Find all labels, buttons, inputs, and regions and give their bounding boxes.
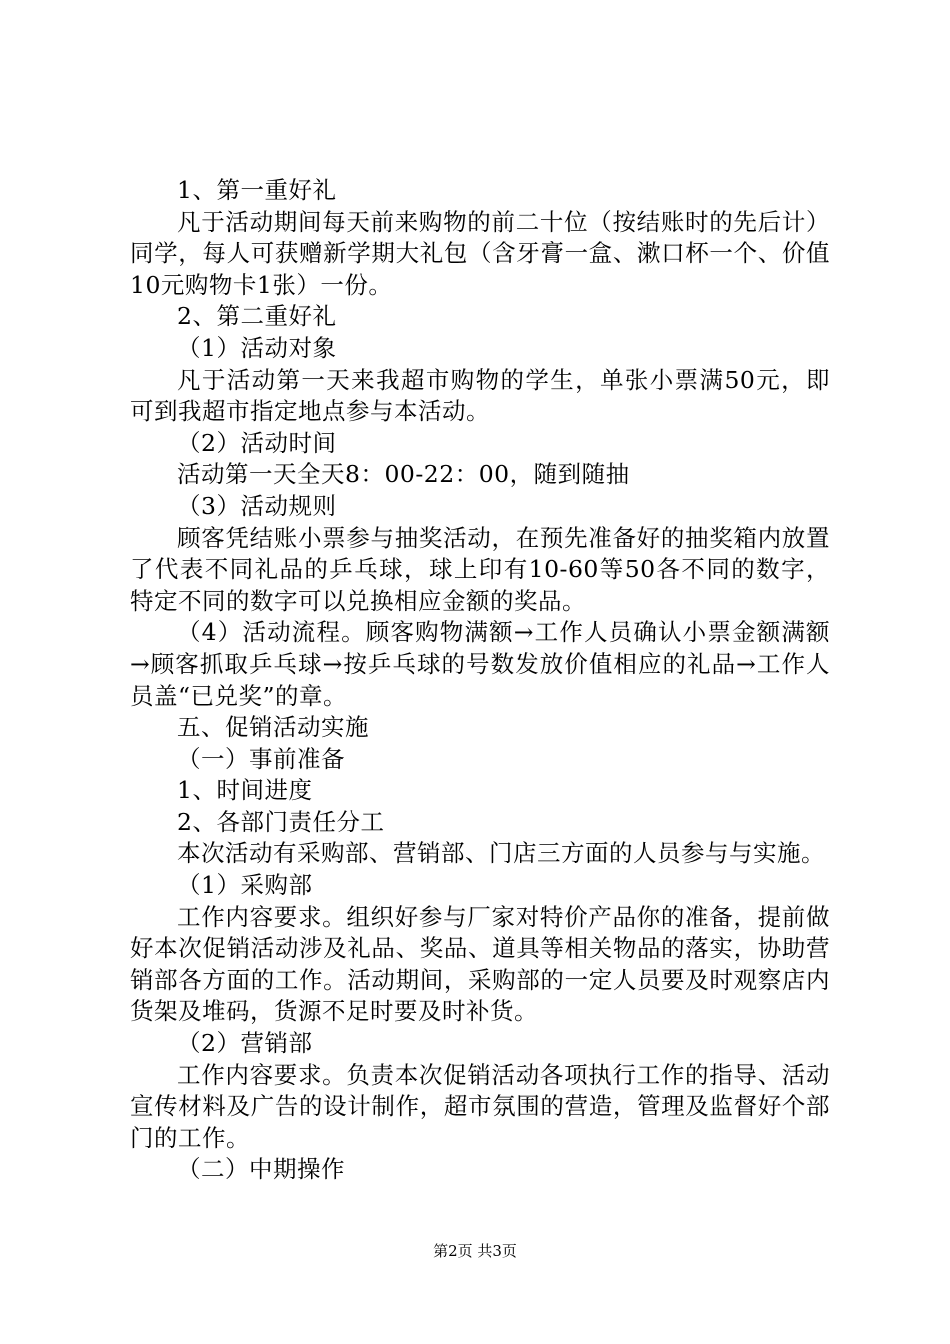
document-body [130, 175, 830, 1186]
subheading-preparation: （一）事前准备 [177, 744, 345, 773]
page-number-footer: 第2页 共3页 [433, 1242, 517, 1260]
paragraph-activity-target: 凡于活动第一天来我超市购物的学生，单张小票满50元，即可到我超市指定地点参与本活动。 [130, 365, 830, 426]
subheading-activity-rules: （3）活动规则 [177, 491, 337, 520]
paragraph-activity-time: 活动第一天全天8：00-22：00，随到随抽 [177, 460, 630, 489]
paragraph-first-gift-detail: 凡于活动期间每天前来购物的前二十位（按结账时的先后计）同学，每人可获赠新学期大礼包（含牙膏一盒、漱口杯一个、价值10元购物卡1张）一份。 [130, 207, 830, 299]
paragraph-purchasing-dept: 工作内容要求。组织好参与厂家对特价产品你的准备，提前做好本次促销活动涉及礼品、奖品、道具等相关物品的落实，协助营销部各方面的工作。活动期间，采购部的一定人员要及时观察店内货架及堆码，货源不足时要及时补货。 [130, 902, 830, 1026]
subheading-activity-target: （1）活动对象 [177, 333, 337, 362]
subheading-purchasing-dept: （1）采购部 [177, 871, 313, 900]
subheading-marketing-dept: （2）营销部 [177, 1029, 313, 1058]
paragraph-departments-involved: 本次活动有采购部、营销部、门店三方面的人员参与与实施。 [177, 839, 825, 868]
heading-first-gift: 1、第一重好礼 [177, 176, 337, 204]
paragraph-activity-rules: 顾客凭结账小票参与抽奖活动，在预先准备好的抽奖箱内放置了代表不同礼品的乒乓球，球上印有10-60等50各不同的数字，特定不同的数字可以兑换相应金额的奖品。 [130, 523, 830, 615]
item-department-duties: 2、各部门责任分工 [177, 807, 385, 836]
heading-promotion-implementation: 五、促销活动实施 [177, 713, 369, 742]
subheading-activity-time: （2）活动时间 [177, 428, 337, 457]
paragraph-marketing-dept: 工作内容要求。负责本次促销活动各项执行工作的指导、活动宣传材料及广告的设计制作，超市氛围的营造，管理及监督好个部门的工作。 [130, 1060, 830, 1152]
item-time-schedule: 1、时间进度 [177, 776, 313, 805]
heading-second-gift: 2、第二重好礼 [177, 302, 337, 331]
subheading-mid-operation: （二）中期操作 [177, 1155, 345, 1184]
paragraph-activity-process: （4）活动流程。顾客购物满额→工作人员确认小票金额满额→顾客抓取乒乓球→按乒乓球的号数发放价值相应的礼品→工作人员盖“已兑奖”的章。 [130, 618, 830, 710]
